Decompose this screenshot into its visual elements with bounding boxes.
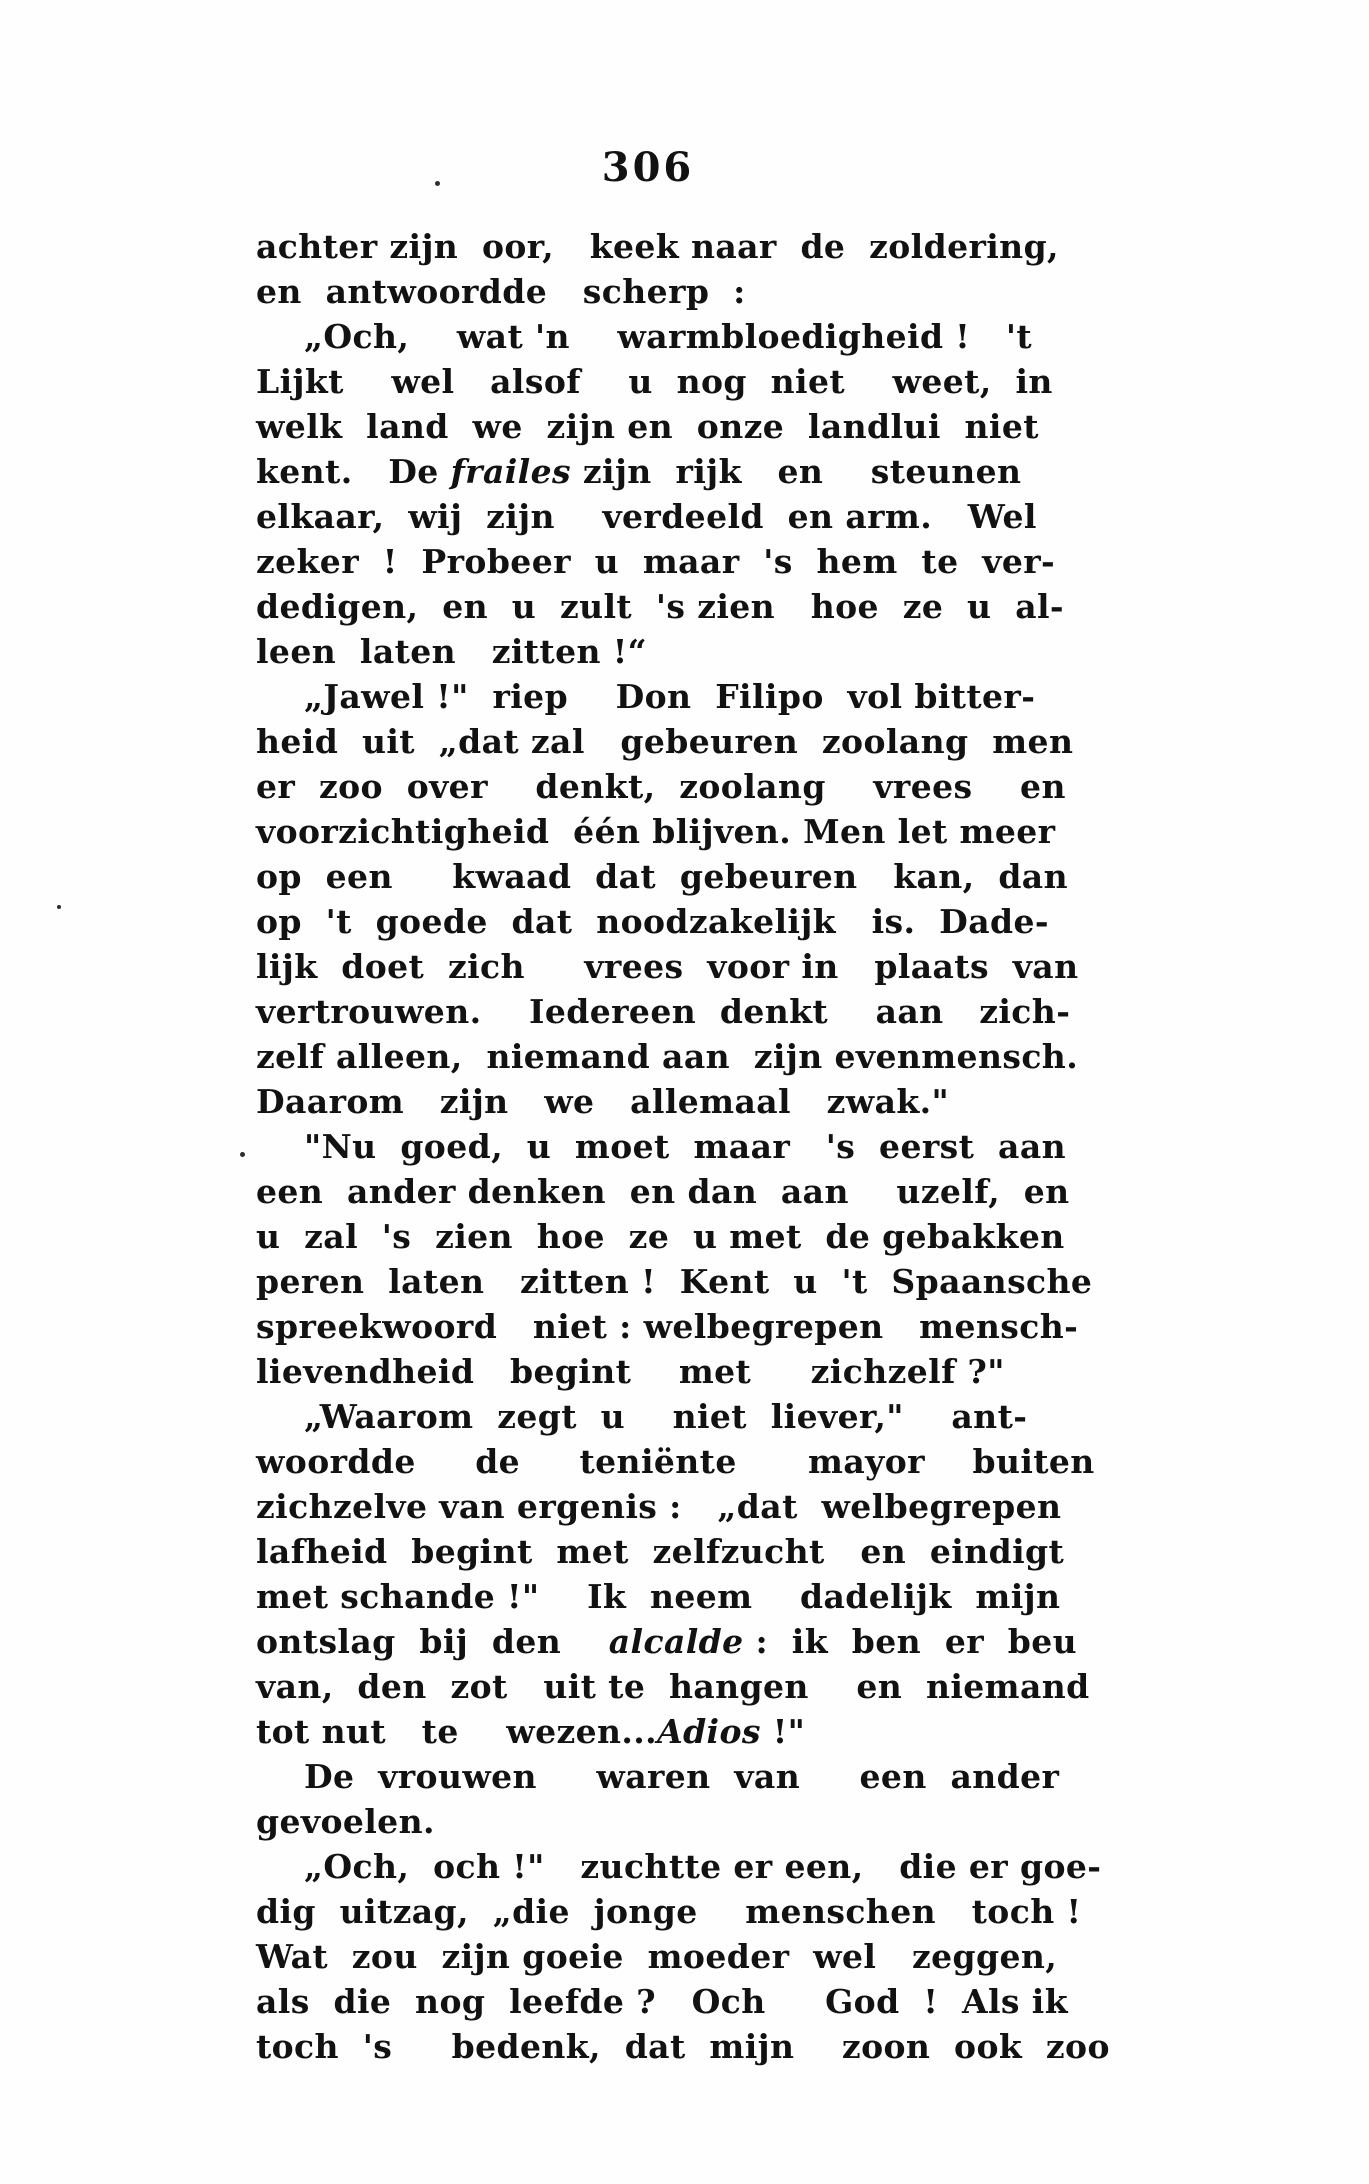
text-block xyxy=(256,224,1110,2069)
text-line xyxy=(256,449,1056,494)
text-segment: lijk doet zich vrees voor in plaats van xyxy=(256,947,1079,986)
text-segment: "Nu goed, u moet maar 's eerst aan xyxy=(304,1127,1066,1166)
text-segment: elkaar, wij zijn verdeeld en arm. Wel xyxy=(256,497,1037,536)
text-segment: lievendheid begint met zichzelf ?" xyxy=(256,1352,1005,1391)
text-line xyxy=(256,1664,1090,1709)
text-line xyxy=(256,764,1066,809)
text-line xyxy=(256,269,1056,314)
text-line xyxy=(256,1439,1095,1484)
text-line xyxy=(256,1214,1065,1259)
text-segment: woordde de teniënte mayor buiten xyxy=(256,1442,1095,1481)
text-line xyxy=(256,584,1065,629)
text-line xyxy=(256,1754,1060,1799)
text-line xyxy=(256,1304,1079,1349)
text-segment: Daarom zijn we allemaal zwak." xyxy=(256,1082,950,1121)
text-line xyxy=(256,359,1056,404)
text-line xyxy=(256,1394,1056,1439)
text-line xyxy=(256,1709,1056,1754)
italic-text-segment: alcalde xyxy=(608,1622,744,1661)
text-segment: er zoo over denkt, zoolang vrees en xyxy=(256,767,1066,806)
text-segment: Wat zou zijn goeie moeder wel zeggen, xyxy=(256,1937,1058,1976)
text-segment: ontslag bij den xyxy=(256,1622,609,1661)
text-segment: toch 's bedenk, dat mijn zoon ook zoo xyxy=(256,2027,1110,2066)
text-segment: Lijkt wel alsof u nog niet weet, in xyxy=(256,362,1053,401)
text-line xyxy=(256,854,1068,899)
text-line xyxy=(256,404,1056,449)
text-segment: De vrouwen waren van een ander xyxy=(304,1757,1060,1796)
text-segment: peren laten zitten ! Kent u 't Spaansche xyxy=(256,1262,1093,1301)
text-line xyxy=(256,1484,1062,1529)
text-segment: gevoelen. xyxy=(256,1802,435,1841)
page-number: 306 xyxy=(601,144,695,191)
text-segment: !" xyxy=(760,1712,806,1751)
text-line xyxy=(256,1034,1079,1079)
text-segment: dedigen, en u zult 's zien hoe ze u al- xyxy=(256,587,1065,626)
text-segment: „Och, och !" zuchtte er een, die er goe- xyxy=(304,1847,1102,1886)
text-line xyxy=(256,944,1079,989)
text-segment: dig uitzag, „die jonge menschen toch ! xyxy=(256,1892,1082,1931)
text-segment: een ander denken en dan aan uzelf, en xyxy=(256,1172,1070,1211)
text-line xyxy=(256,1889,1082,1934)
scan-speck xyxy=(57,905,61,909)
text-segment: zelf alleen, niemand aan zijn evenmensch. xyxy=(256,1037,1079,1076)
text-line xyxy=(256,989,1071,1034)
text-segment: „Jawel !" riep Don Filipo vol bitter- xyxy=(304,677,1036,716)
scan-speck xyxy=(240,1152,245,1157)
text-segment: zijn rijk en steunen xyxy=(570,452,1022,491)
text-line xyxy=(256,1934,1056,1979)
text-line xyxy=(256,1169,1070,1214)
text-segment: „Waarom zegt u niet liever," ant- xyxy=(304,1397,1028,1436)
text-line xyxy=(256,1349,1056,1394)
text-line xyxy=(256,629,1056,674)
italic-text-segment: Adios xyxy=(657,1712,761,1751)
text-segment: welk land we zijn en onze landlui niet xyxy=(256,407,1039,446)
text-segment: achter zijn oor, keek naar de zoldering, xyxy=(256,227,1059,266)
text-line xyxy=(256,1259,1093,1304)
text-segment: tot nut te wezen... xyxy=(256,1712,658,1751)
text-segment: lafheid begint met zelfzucht en eindigt xyxy=(256,1532,1065,1571)
text-line xyxy=(256,809,1056,854)
text-segment: vertrouwen. Iedereen denkt aan zich- xyxy=(256,992,1071,1031)
text-segment: kent. De xyxy=(256,452,451,491)
text-segment: heid uit „dat zal gebeuren zoolang men xyxy=(256,722,1074,761)
text-line xyxy=(256,224,1059,269)
text-segment: op een kwaad dat gebeuren kan, dan xyxy=(256,857,1068,896)
text-segment: op 't goede dat noodzakelijk is. Dade- xyxy=(256,902,1049,941)
text-line xyxy=(256,314,1056,359)
text-segment: van, den zot uit te hangen en niemand xyxy=(256,1667,1090,1706)
text-line xyxy=(256,539,1056,584)
text-line xyxy=(256,1574,1061,1619)
text-line xyxy=(256,719,1074,764)
text-segment: met schande !" Ik neem dadelijk mijn xyxy=(256,1577,1061,1616)
text-line xyxy=(256,899,1056,944)
text-line xyxy=(256,1979,1068,2024)
text-segment: „Och, wat 'n warmbloedigheid ! 't xyxy=(304,317,1033,356)
text-line xyxy=(256,1799,1056,1844)
text-line xyxy=(256,1124,1066,1169)
text-segment: zeker ! Probeer u maar 's hem te ver- xyxy=(256,542,1056,581)
text-line xyxy=(256,494,1056,539)
text-line xyxy=(256,1079,1056,1124)
italic-text-segment: frailes xyxy=(450,452,571,491)
text-segment: voorzichtigheid één blijven. Men let meer xyxy=(256,812,1056,851)
text-line xyxy=(256,674,1056,719)
text-line xyxy=(256,1529,1065,1574)
text-segment: als die nog leefde ? Och God ! Als ik xyxy=(256,1982,1068,2021)
text-segment: u zal 's zien hoe ze u met de gebakken xyxy=(256,1217,1065,1256)
text-segment: zichzelve van ergenis : „dat welbegrepen xyxy=(256,1487,1062,1526)
text-segment: : ik ben er beu xyxy=(743,1622,1078,1661)
text-segment: leen laten zitten !“ xyxy=(256,632,648,671)
text-line xyxy=(256,1619,1078,1664)
text-line xyxy=(256,1844,1102,1889)
text-segment: en antwoordde scherp : xyxy=(256,272,746,311)
text-segment: spreekwoord niet : welbegrepen mensch- xyxy=(256,1307,1079,1346)
text-line xyxy=(256,2024,1110,2069)
